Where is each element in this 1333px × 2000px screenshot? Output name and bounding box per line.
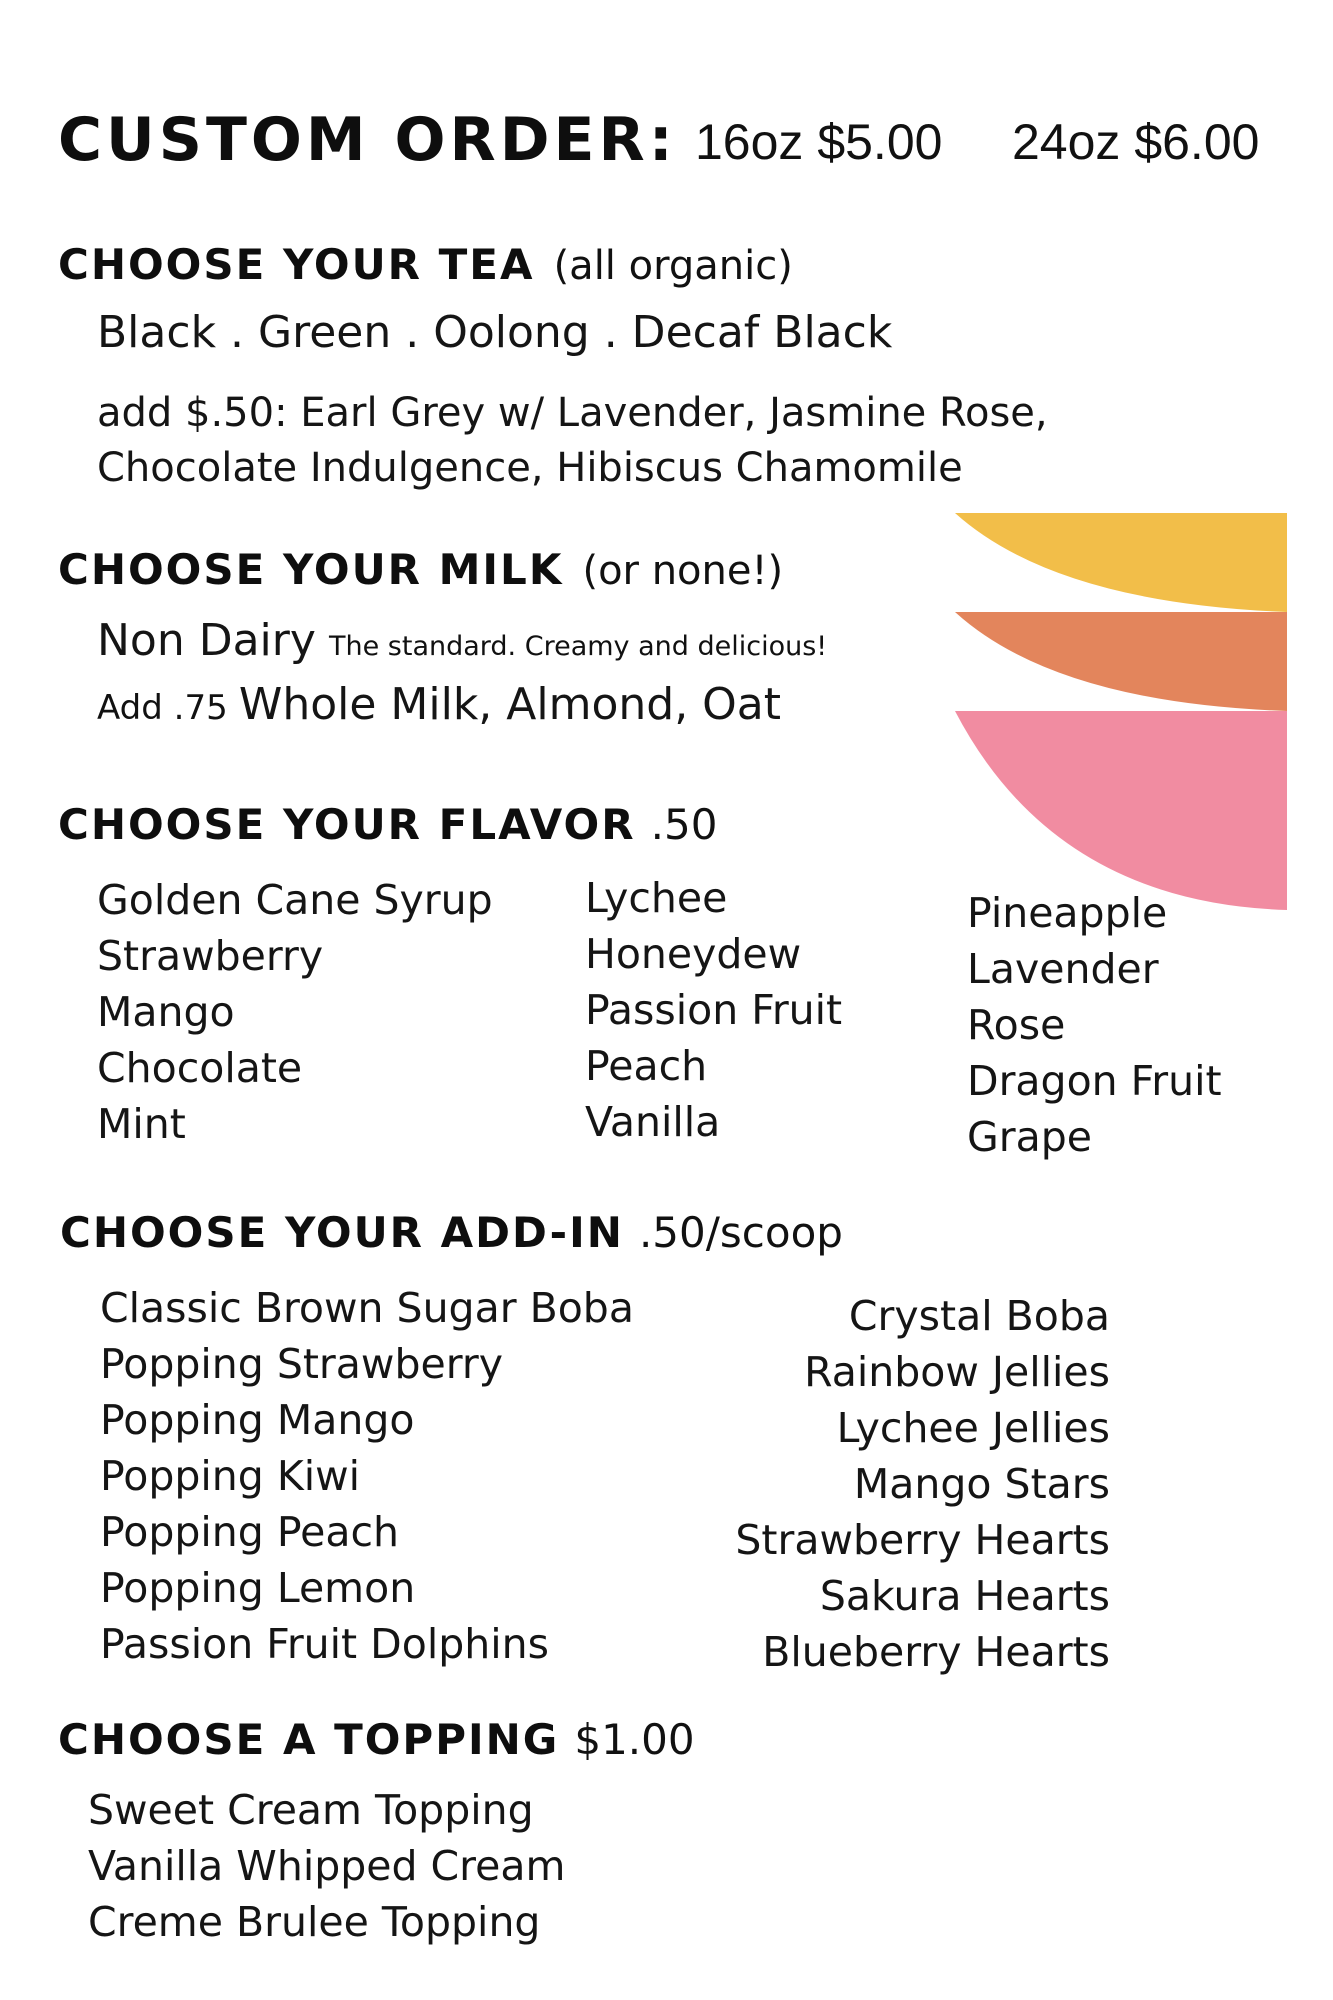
list-item: Popping Peach: [100, 1508, 399, 1556]
milk-default-desc: The standard. Creamy and delicious!: [329, 631, 828, 662]
list-item: Peach: [585, 1042, 708, 1090]
addin-price: .50/scoop: [638, 1208, 843, 1257]
list-item: Crystal Boba: [848, 1292, 1110, 1340]
list-item: Sakura Hearts: [819, 1572, 1110, 1620]
list-item: Golden Cane Syrup: [97, 876, 493, 924]
list-item: Popping Lemon: [100, 1564, 416, 1612]
tea-note: (all organic): [553, 243, 793, 289]
addin-section-heading: [60, 1208, 843, 1257]
arc-yellow: [955, 513, 1287, 612]
list-item: Rose: [967, 1001, 1066, 1049]
list-item: Passion Fruit: [585, 986, 843, 1034]
page-title: CUSTOM ORDER:: [58, 105, 677, 175]
milk-default-line: [97, 613, 827, 669]
flavor-section-heading: [58, 800, 717, 849]
list-item: Strawberry Hearts: [735, 1516, 1110, 1564]
flavor-list-col2: [585, 870, 842, 1150]
list-item: Mango: [97, 988, 235, 1036]
list-item: Chocolate: [97, 1044, 303, 1092]
arc-pink: [955, 711, 1287, 910]
list-item: Passion Fruit Dolphins: [100, 1620, 549, 1668]
addin-list-col2: [735, 1288, 1110, 1680]
list-item: Honeydew: [585, 930, 802, 978]
list-item: Vanilla: [585, 1098, 721, 1146]
list-item: Classic Brown Sugar Boba: [100, 1284, 634, 1332]
list-item: Dragon Fruit: [967, 1057, 1222, 1105]
size-24oz-price: 24oz $6.00: [1012, 114, 1260, 170]
topping-list: [88, 1782, 565, 1950]
list-item: Rainbow Jellies: [804, 1348, 1110, 1396]
list-item: Vanilla Whipped Cream: [88, 1842, 566, 1890]
milk-addon-options: Whole Milk, Almond, Oat: [238, 679, 782, 730]
list-item: Grape: [967, 1113, 1093, 1161]
tea-heading: CHOOSE YOUR TEA: [58, 240, 535, 289]
milk-section-heading: [58, 545, 783, 594]
tea-options: Black . Green . Oolong . Decaf Black: [97, 307, 893, 358]
milk-heading: CHOOSE YOUR MILK: [58, 545, 564, 594]
tea-section-heading: [58, 240, 793, 289]
list-item: Mint: [97, 1100, 186, 1148]
arc-orange: [955, 612, 1287, 711]
list-item: Popping Strawberry: [100, 1340, 503, 1388]
list-item: Lychee: [585, 874, 728, 922]
topping-heading: CHOOSE A TOPPING: [58, 1715, 560, 1764]
tea-premium-line2: Chocolate Indulgence, Hibiscus Chamomile: [97, 445, 963, 491]
milk-addon-price: Add .75: [97, 688, 228, 728]
addin-heading: CHOOSE YOUR ADD-IN: [60, 1208, 624, 1257]
list-item: Mango Stars: [853, 1460, 1110, 1508]
list-item: Blueberry Hearts: [762, 1628, 1110, 1676]
list-item: Popping Mango: [100, 1396, 415, 1444]
flavor-price: .50: [650, 800, 718, 849]
decorative-arcs: [955, 513, 1287, 910]
size-16oz-price: 16oz $5.00: [695, 114, 943, 170]
addin-list-col1: [100, 1280, 634, 1672]
milk-default-name: Non Dairy: [97, 615, 316, 666]
milk-addon-line: [97, 677, 781, 733]
topping-price: $1.00: [574, 1715, 695, 1764]
milk-note: (or none!): [582, 548, 784, 594]
list-item: Strawberry: [97, 932, 324, 980]
list-item: Pineapple: [967, 889, 1168, 937]
flavor-heading: CHOOSE YOUR FLAVOR: [58, 800, 636, 849]
flavor-list-col1: [97, 872, 493, 1152]
list-item: Lychee Jellies: [836, 1404, 1110, 1452]
topping-section-heading: [58, 1715, 695, 1764]
list-item: Creme Brulee Topping: [88, 1898, 541, 1946]
list-item: Popping Kiwi: [100, 1452, 361, 1500]
flavor-list-col3: [967, 885, 1222, 1165]
list-item: Lavender: [967, 945, 1159, 993]
tea-premium-line1: add $.50: Earl Grey w/ Lavender, Jasmine Rose,: [97, 390, 1048, 436]
list-item: Sweet Cream Topping: [88, 1786, 534, 1834]
